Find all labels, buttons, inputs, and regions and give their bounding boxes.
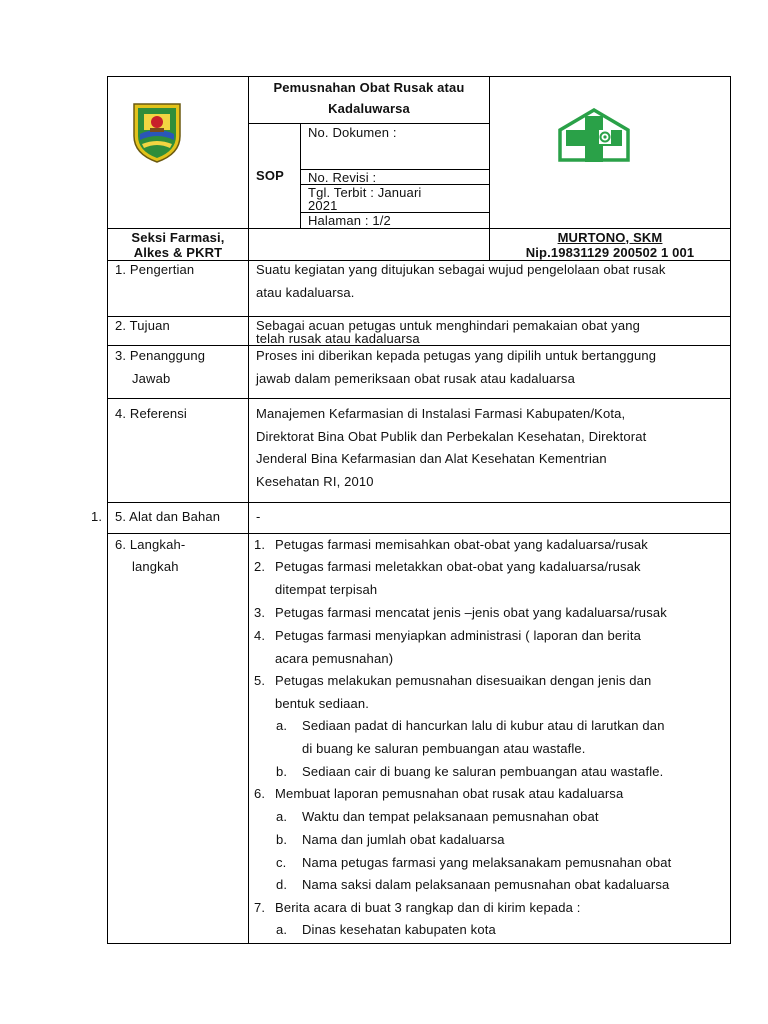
substep-text: Waktu dan tempat pelaksanaan pemusnahan obat: [302, 809, 599, 824]
penanggung-text-line2: jawab dalam pemeriksaan obat rusak atau kadaluarsa: [256, 371, 575, 386]
document-title-line1: Pemusnahan Obat Rusak atau: [273, 80, 465, 95]
doc-no-label: No. Dokumen :: [308, 125, 397, 140]
header-bottom-line: [107, 228, 731, 229]
section-label-penanggung: 3. Penanggung: [115, 348, 206, 363]
step-text: Petugas melakukan pemusnahan disesuaikan dengan jenis dan: [275, 673, 652, 688]
substep-letter: a.: [276, 922, 288, 937]
step-text: Petugas farmasi mencatat jenis –jenis obat yang kadaluarsa/rusak: [275, 605, 667, 620]
row-line-penanggung: [107, 398, 731, 399]
regional-emblem-icon: [130, 100, 184, 164]
step-text-continued: ditempat terpisah: [275, 582, 378, 597]
step-number: 2.: [254, 559, 266, 574]
issue-date-year: 2021: [308, 198, 338, 213]
referensi-text-line3: Jenderal Bina Kefarmasian dan Alat Kesehatan Kementrian: [256, 451, 607, 466]
step-text: Membuat laporan pemusnahan obat rusak atau kadaluarsa: [275, 786, 624, 801]
section-label-tujuan: 2. Tujuan: [115, 318, 170, 333]
issue-date-label: Tgl. Terbit : Januari: [308, 185, 422, 200]
puskesmas-logo-icon: [556, 108, 632, 164]
pengertian-text-line1: Suatu kegiatan yang ditujukan sebagai wujud pengelolaan obat rusak: [256, 262, 666, 277]
step-number: 5.: [254, 673, 266, 688]
substep-text-continued: di buang ke saluran pembuangan atau wastafle.: [302, 741, 586, 756]
unit-name-line2: Alkes & PKRT: [133, 245, 223, 260]
substep-letter: a.: [276, 809, 288, 824]
unit-name-line1: Seksi Farmasi,: [131, 230, 225, 245]
substep-text: Sediaan padat di hancurkan lalu di kubur atau di larutkan dan: [302, 718, 665, 733]
step-number: 4.: [254, 628, 266, 643]
signature-row-line: [107, 260, 731, 261]
step-text: Petugas farmasi meletakkan obat-obat yang kadaluarsa/rusak: [275, 559, 641, 574]
referensi-text-line4: Kesehatan RI, 2010: [256, 474, 374, 489]
signatory-name: MURTONO, SKM: [557, 230, 663, 245]
step-number: 7.: [254, 900, 266, 915]
substep-text: Sediaan cair di buang ke saluran pembuangan atau wastafle.: [302, 764, 664, 779]
penanggung-text-line1: Proses ini diberikan kepada petugas yang dipilih untuk bertanggung: [256, 348, 657, 363]
substep-letter: d.: [276, 877, 288, 892]
column-divider: [248, 76, 249, 944]
tujuan-text-line1: Sebagai acuan petugas untuk menghindari pemakaian obat yang: [256, 318, 640, 333]
substep-text: Dinas kesehatan kabupaten kota: [302, 922, 496, 937]
referensi-text-line2: Direktorat Bina Obat Publik dan Perbekalan Kesehatan, Direktorat: [256, 429, 647, 444]
margin-list-marker: 1.: [91, 509, 103, 524]
revision-label: No. Revisi :: [308, 170, 377, 185]
tujuan-text-line2: telah rusak atau kadaluarsa: [256, 331, 420, 346]
signatory-nip: Nip.19831129 200502 1 001: [525, 245, 695, 260]
step-text-continued: acara pemusnahan): [275, 651, 394, 666]
table-border-right: [730, 76, 731, 944]
row-line-referensi: [107, 502, 731, 503]
step-text: Petugas farmasi memisahkan obat-obat yang kadaluarsa/rusak: [275, 537, 648, 552]
referensi-text-line1: Manajemen Kefarmasian di Instalasi Farmasi Kabupaten/Kota,: [256, 406, 626, 421]
table-border-top: [107, 76, 731, 77]
step-text-continued: bentuk sediaan.: [275, 696, 370, 711]
section-label-langkah: 6. Langkah-: [115, 537, 186, 552]
sop-label: SOP: [256, 168, 284, 183]
table-border-bottom: [107, 943, 731, 944]
table-border-left: [107, 76, 108, 944]
step-number: 1.: [254, 537, 266, 552]
substep-letter: a.: [276, 718, 288, 733]
substep-letter: b.: [276, 764, 288, 779]
step-number: 6.: [254, 786, 266, 801]
section-label-langkah2: langkah: [132, 559, 179, 574]
section-label-jawab: Jawab: [132, 371, 171, 386]
document-title-line2: Kadaluwarsa: [328, 101, 410, 116]
title-row-line: [248, 123, 490, 124]
section-label-pengertian: 1. Pengertian: [115, 262, 195, 277]
step-text: Berita acara di buat 3 rangkap dan di kirim kepada :: [275, 900, 581, 915]
section-label-referensi: 4. Referensi: [115, 406, 187, 421]
substep-text: Nama saksi dalam pelaksanaan pemusnahan obat kadaluarsa: [302, 877, 670, 892]
substep-text: Nama petugas farmasi yang melaksanakam pemusnahan obat: [302, 855, 672, 870]
row-line-alat: [107, 533, 731, 534]
row-line-pengertian: [107, 316, 731, 317]
page-label: Halaman : 1/2: [308, 213, 391, 228]
substep-letter: c.: [276, 855, 287, 870]
section-label-alat: 5. Alat dan Bahan: [115, 509, 221, 524]
substep-letter: b.: [276, 832, 288, 847]
pengertian-text-line2: atau kadaluarsa.: [256, 285, 355, 300]
substep-text: Nama dan jumlah obat kadaluarsa: [302, 832, 505, 847]
alat-text: -: [256, 509, 261, 524]
step-text: Petugas farmasi menyiapkan administrasi ( laporan dan berita: [275, 628, 641, 643]
step-number: 3.: [254, 605, 266, 620]
